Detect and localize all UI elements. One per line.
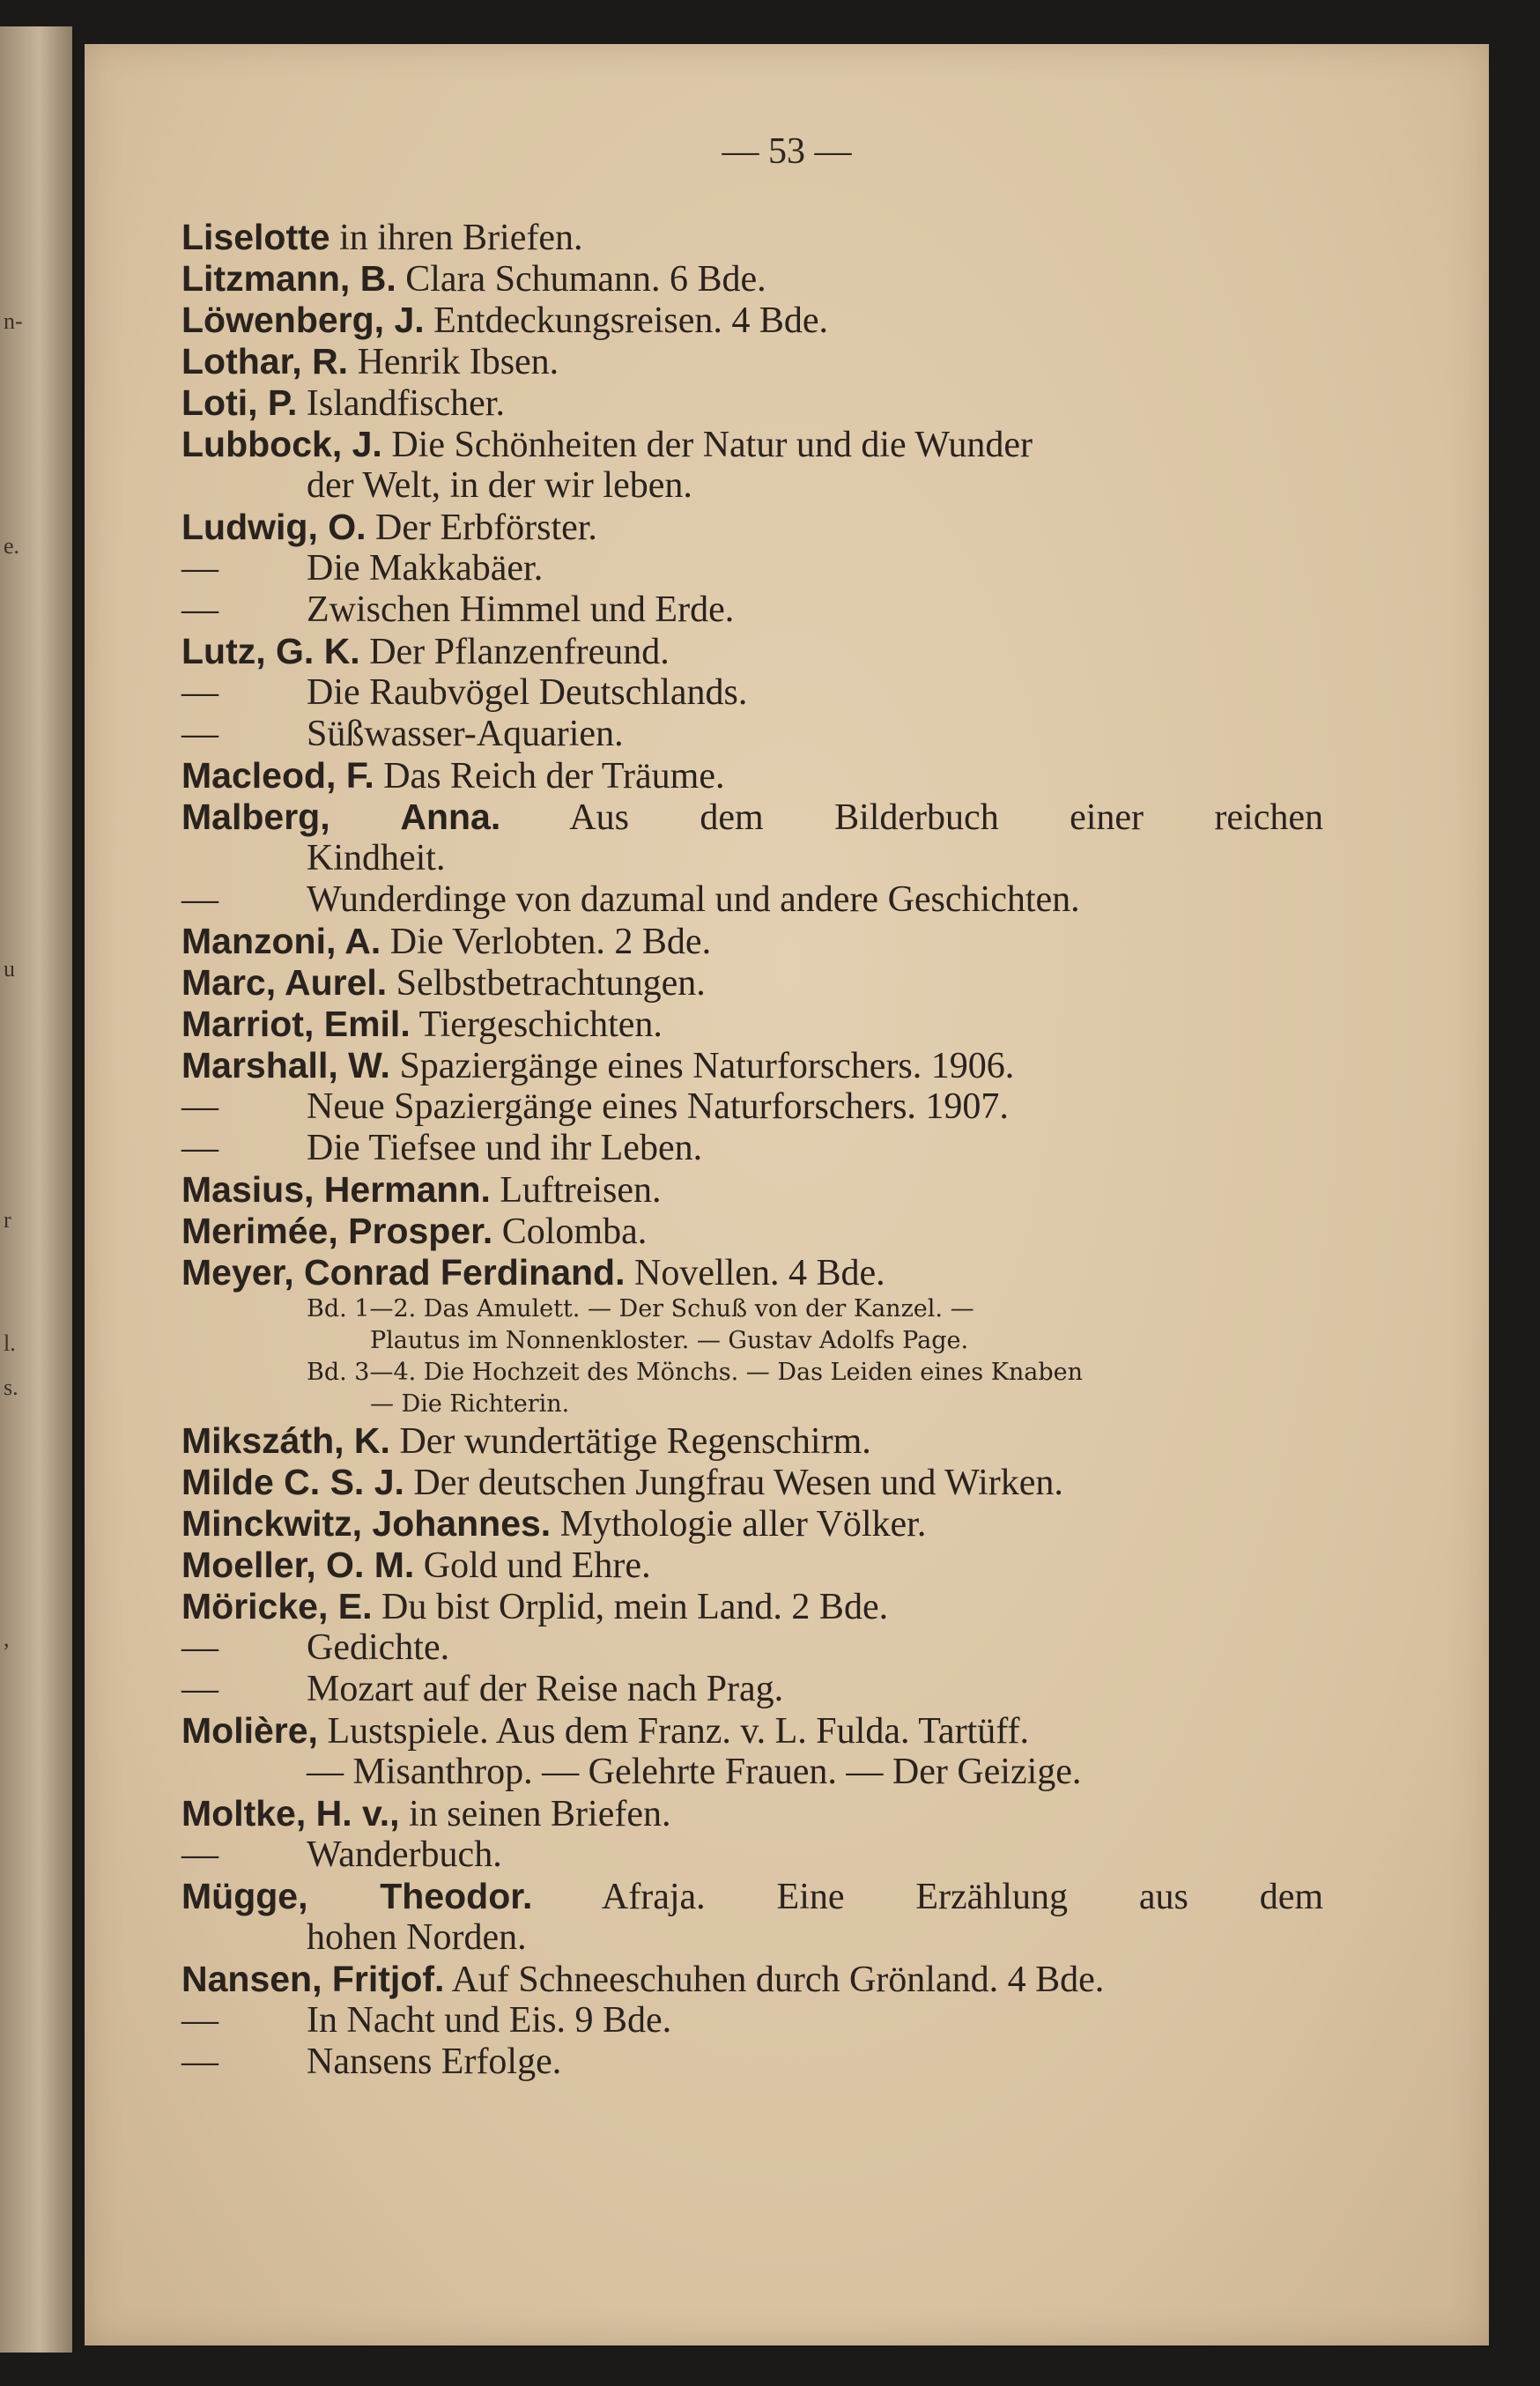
entry-author: Marriot, Emil. — [181, 1004, 411, 1044]
catalog-entry — [181, 1252, 1415, 1293]
entry-title: Die Verlobten. 2 Bde. — [381, 922, 712, 962]
entry-title: Die Schönheiten der Natur und die Wunder — [381, 425, 1033, 465]
entry-title: Colomba. — [492, 1212, 648, 1252]
entry-title: Der Erbförster. — [366, 508, 597, 548]
catalog-entry — [181, 797, 1323, 838]
entry-title: Entdeckungsreisen. 4 Bde. — [424, 300, 829, 341]
ditto-dash: — — [181, 1669, 218, 1709]
entry-author: Macleod, F. — [181, 755, 374, 796]
catalog-entry — [181, 962, 1415, 1004]
entry-title: Novellen. 4 Bde. — [625, 1253, 885, 1293]
margin-fragment: e. — [4, 533, 20, 559]
catalog-entry — [181, 424, 1415, 465]
entry-author: Molière, — [181, 1710, 318, 1751]
ditto-dash: — — [181, 879, 218, 920]
catalog-entry — [181, 1793, 1415, 1834]
entry-title: Wanderbuch. — [307, 1834, 502, 1875]
entry-title: Islandfischer. — [297, 383, 505, 424]
contents-note: Plautus im Nonnenkloster. — Gustav Adolfs Page. — [370, 1327, 969, 1354]
catalog-entry — [181, 1503, 1415, 1545]
catalog-entry — [181, 2000, 1415, 2041]
contents-note: Bd. 1—2. Das Amulett. — Der Schuß von der Kanzel. — — [307, 1295, 974, 1323]
catalog-entry — [181, 1128, 1415, 1169]
catalog-entry — [181, 1669, 1415, 1710]
entry-author: Masius, Hermann. — [181, 1169, 491, 1210]
ditto-dash: — — [181, 2000, 218, 2041]
ditto-dash: — — [181, 714, 218, 754]
catalog-entry — [181, 1627, 1415, 1669]
entry-author: Merimée, Prosper. — [181, 1211, 493, 1251]
catalog-entry — [181, 1420, 1415, 1462]
catalog-list — [181, 217, 1415, 2083]
entry-author: Milde C. S. J. — [181, 1462, 404, 1502]
entry-title: Clara Schumann. 6 Bde. — [396, 259, 766, 300]
contents-note: — Die Richterin. — [370, 1390, 570, 1418]
entry-title: Der deutschen Jungfrau Wesen und Wirken. — [404, 1463, 1063, 1503]
catalog-entry — [181, 1586, 1415, 1627]
ditto-dash: — — [181, 672, 218, 713]
catalog-entry — [181, 548, 1415, 589]
entry-author: Manzoni, A. — [181, 921, 381, 961]
entry-continuation: — Misanthrop. — Gelehrte Frauen. — Der Geizige. — [307, 1752, 1082, 1792]
entry-title: Süßwasser-Aquarien. — [307, 714, 624, 754]
entry-title: Nansens Erfolge. — [307, 2041, 562, 2082]
catalog-entry — [181, 714, 1415, 755]
entry-title: Die Tiefsee und ihr Leben. — [307, 1128, 703, 1168]
book-page — [85, 44, 1489, 2345]
catalog-entry — [181, 879, 1415, 921]
catalog-entry — [181, 631, 1415, 672]
catalog-entry — [181, 1086, 1415, 1128]
catalog-entry — [181, 1169, 1415, 1211]
catalog-entry — [181, 1959, 1415, 2000]
entry-title: Die Makkabäer. — [307, 548, 544, 589]
entry-title: Aus dem Bilderbuch einer reichen — [500, 797, 1323, 838]
margin-fragment: r — [4, 1207, 11, 1233]
entry-title: Gold und Ehre. — [414, 1545, 651, 1586]
entry-author: Nansen, Fritjof. — [181, 1959, 445, 1999]
entry-title: Tiergeschichten. — [410, 1004, 663, 1045]
entry-author: Moeller, O. M. — [181, 1545, 415, 1585]
ditto-dash: — — [181, 548, 218, 589]
margin-fragment: l. — [4, 1330, 16, 1356]
entry-author: Malberg, Anna. — [181, 797, 501, 837]
entry-title: Spaziergänge eines Naturforschers. 1906. — [389, 1046, 1015, 1086]
catalog-entry — [181, 1710, 1415, 1752]
entry-title: Das Reich der Träume. — [374, 756, 725, 797]
margin-fragment: s. — [4, 1375, 19, 1400]
entry-author: Lothar, R. — [181, 341, 349, 382]
previous-page-edge — [0, 26, 72, 2353]
entry-title: Der wundertätige Regenschirm. — [389, 1421, 871, 1462]
catalog-entry — [181, 507, 1415, 548]
entry-author: Litzmann, B. — [181, 258, 396, 299]
entry-title: in ihren Briefen. — [329, 218, 583, 258]
ditto-dash: — — [181, 1834, 218, 1875]
margin-fragment: u — [4, 956, 15, 982]
ditto-dash: — — [181, 1086, 218, 1127]
entry-author: Löwenberg, J. — [181, 300, 425, 340]
catalog-entry — [181, 672, 1415, 714]
catalog-entry — [181, 300, 1415, 341]
entry-author: Meyer, Conrad Ferdinand. — [181, 1252, 626, 1293]
catalog-entry — [181, 1211, 1415, 1252]
entry-author: Marshall, W. — [181, 1045, 390, 1086]
catalog-entry — [181, 1834, 1415, 1876]
catalog-entry — [181, 341, 1415, 382]
margin-fragment: n- — [4, 308, 23, 334]
catalog-entry — [181, 589, 1415, 631]
entry-title: Henrik Ibsen. — [348, 342, 559, 382]
entry-title: in seinen Briefen. — [399, 1794, 671, 1834]
catalog-entry — [181, 1045, 1415, 1086]
catalog-entry — [181, 258, 1415, 300]
entry-author: Möricke, E. — [181, 1586, 373, 1626]
entry-title: Selbstbetrachtungen. — [387, 963, 706, 1004]
entry-title: Du bist Orplid, mein Land. 2 Bde. — [372, 1587, 889, 1627]
entry-title: Wunderdinge von dazumal und andere Geschichten. — [307, 879, 1080, 920]
entry-author: Minckwitz, Johannes. — [181, 1503, 552, 1544]
catalog-entry — [181, 1462, 1415, 1503]
page-number: — 53 — — [722, 131, 852, 172]
entry-title: Luftreisen. — [490, 1170, 662, 1211]
entry-title: Auf Schneeschuhen durch Grönland. 4 Bde. — [444, 1960, 1105, 2000]
entry-continuation: Kindheit. — [307, 838, 446, 878]
catalog-entry — [181, 217, 1415, 258]
margin-fragment: , — [4, 1626, 10, 1651]
entry-author: Mikszáth, K. — [181, 1420, 390, 1461]
catalog-entry — [181, 382, 1415, 424]
entry-continuation: der Welt, in der wir leben. — [307, 465, 692, 506]
ditto-dash: — — [181, 1128, 218, 1168]
entry-title: Gedichte. — [307, 1627, 450, 1668]
ditto-dash: — — [181, 2041, 218, 2082]
catalog-entry — [181, 2041, 1415, 2083]
contents-note: Bd. 3—4. Die Hochzeit des Mönchs. — Das Leiden eines Knaben — [307, 1359, 1084, 1386]
catalog-entry — [181, 1004, 1415, 1045]
entry-title: Neue Spaziergänge eines Naturforschers. 1907. — [307, 1086, 1009, 1127]
entry-title: Der Pflanzenfreund. — [359, 632, 670, 672]
ditto-dash: — — [181, 589, 218, 630]
catalog-entry — [181, 921, 1415, 962]
entry-author: Mügge, Theodor. — [181, 1876, 533, 1916]
entry-author: Marc, Aurel. — [181, 962, 388, 1003]
entry-author: Liselotte — [181, 217, 330, 257]
entry-title: Afraja. Eine Erzählung aus dem — [532, 1877, 1324, 1917]
catalog-entry — [181, 1545, 1415, 1586]
catalog-entry — [181, 1876, 1323, 1917]
entry-author: Lutz, G. K. — [181, 631, 360, 671]
entry-title: Mozart auf der Reise nach Prag. — [307, 1669, 784, 1709]
entry-title: Zwischen Himmel und Erde. — [307, 589, 735, 630]
ditto-dash: — — [181, 1627, 218, 1668]
entry-title: Mythologie aller Völker. — [551, 1504, 927, 1545]
entry-title: Lustspiele. Aus dem Franz. v. L. Fulda. Tartüff. — [317, 1711, 1029, 1752]
entry-continuation: hohen Norden. — [307, 1917, 527, 1958]
entry-author: Moltke, H. v., — [181, 1793, 400, 1834]
entry-author: Lubbock, J. — [181, 424, 382, 464]
entry-title: In Nacht und Eis. 9 Bde. — [307, 2000, 672, 2041]
entry-author: Loti, P. — [181, 382, 298, 423]
catalog-entry — [181, 755, 1415, 797]
entry-author: Ludwig, O. — [181, 507, 366, 547]
entry-title: Die Raubvögel Deutschlands. — [307, 672, 748, 713]
